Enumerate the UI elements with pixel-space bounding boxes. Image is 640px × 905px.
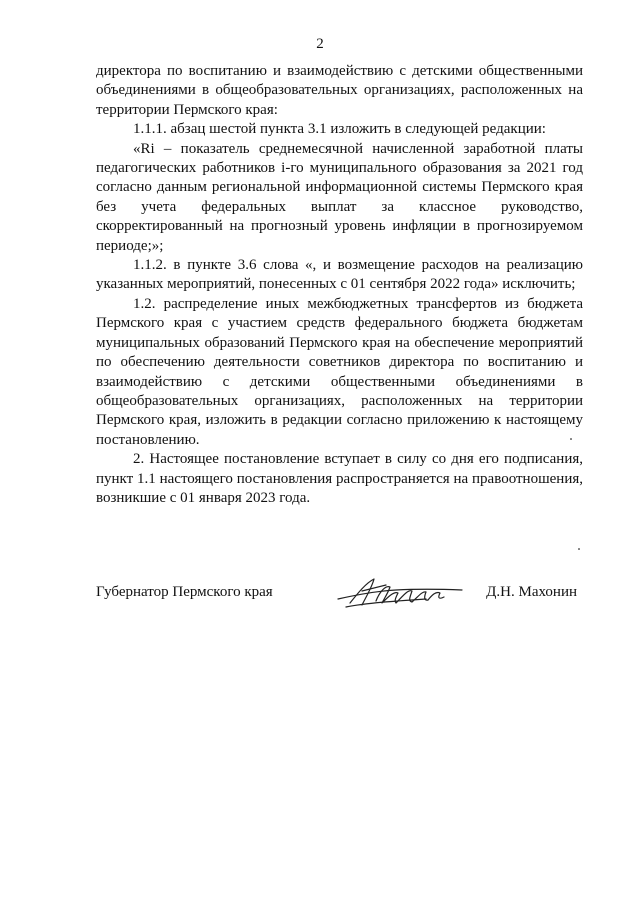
paragraph-1-1-1: 1.1.1. абзац шестой пункта 3.1 изложить в следующей редакции: [133, 121, 546, 138]
paragraph-1-1-2: 1.1.2. в пункте 3.6 слова «, и возмещение расходов на реализацию указанных мероприятий, понесенных с 01 сентября 2022 года» исключить; [96, 257, 583, 293]
signature-block [96, 581, 583, 611]
scan-speck [570, 438, 572, 440]
paragraph-quote-ri: «Ri – показатель среднемесячной начисленной заработной платы педагогических работников i-го муниципального образования за 2021 год согласно данным региональной информационной системы Пермского края без учета федеральных выплат за классное руководство, скорректированный на прогнозный уровень инфляции в прогнозируемом периоде;»; [96, 140, 583, 254]
paragraph-1-2: 1.2. распределение иных межбюджетных трансфертов из бюджета Пермского края с участием средств федерального бюджета бюджетам муниципальных образований Пермского края на обеспечение мероприятий по обеспечению деятельности советников директора по воспитанию и взаимодействию с детскими общественными объединениями в общеобразовательных организациях, расположенных на территории Пермского края, изложить в редакции согласно приложению к настоящему постановлению. [96, 295, 583, 448]
page-number: 2 [316, 36, 324, 52]
paragraph-continuation: директора по воспитанию и взаимодействию с детскими общественными объединениями в общеобразовательных организациях, расположенных на территории Пермского края: [96, 63, 583, 118]
paragraph-2: 2. Настоящее постановление вступает в силу со дня его подписания, пункт 1.1 настоящего постановления распространяется на правоотношения, возникшие с 01 января 2023 года. [96, 451, 583, 506]
scan-speck [578, 548, 580, 550]
signatory-title: Губернатор Пермского края [96, 584, 273, 600]
signatory-name: Д.Н. Махонин [486, 584, 577, 600]
document-body [96, 62, 583, 508]
handwritten-signature [336, 573, 466, 613]
